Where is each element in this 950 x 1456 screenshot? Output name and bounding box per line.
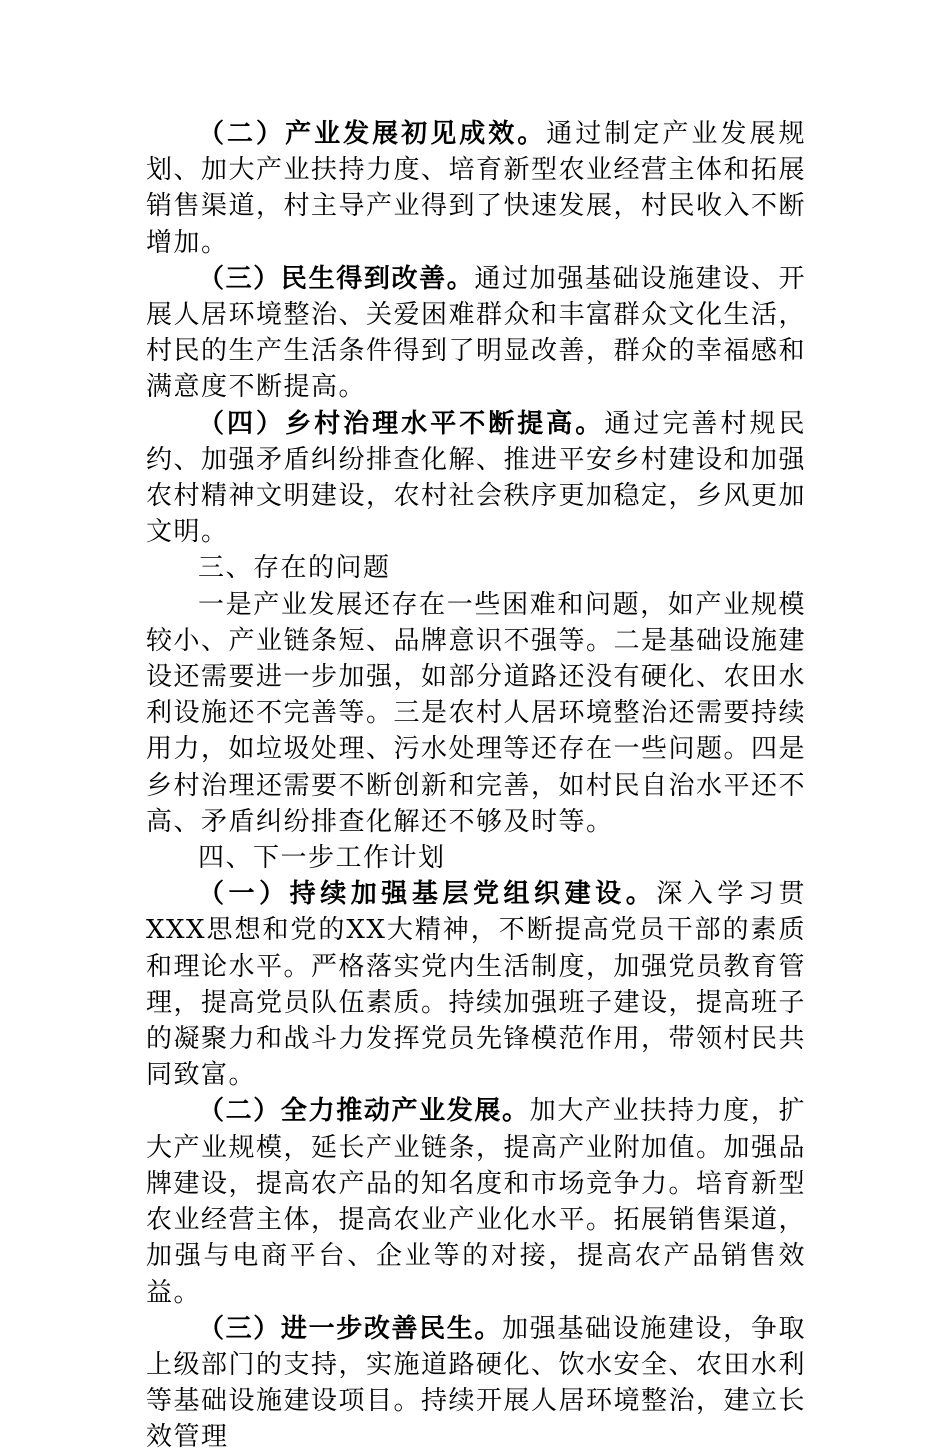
paragraph-problems: 一是产业发展还存在一些困难和问题，如产业规模较小、产业链条短、品牌意识不强等。二是基础设施建设还需要进一步加强，如部分道路还没有硬化、农田水利设施还不完善等。三是农村人居环境整治还需要持续用力，如垃圾处理、污水处理等还存在一些问题。四是乡村治理还需要不断创新和完善，如村民自治水平还不高、矛盾纠纷排查化解还不够及时等。 <box>146 589 807 837</box>
paragraph-body: 通过完善村规民约、加强矛盾纠纷排查化解、推进平安乡村建设和加强农村精神文明建设，农村社会秩序更加稳定，乡风更加文明。 <box>146 408 807 548</box>
paragraph-lead: （四）乡村治理水平不断提高。 <box>198 408 605 439</box>
paragraph-body: 加大产业扶持力度，扩大产业规模，延长产业链条，提高产业附加值。加强品牌建设，提高农产品的知名度和市场竞争力。培育新型农业经营主体，提高农业产业化水平。拓展销售渠道，加强与电商平台、企业等的对接，提高农产品销售效益。 <box>146 1096 807 1308</box>
paragraph-body: 通过加强基础设施建设、开展人居环境整治、关爱困难群众和丰富群众文化生活，村民的生产生活条件得到了明显改善，群众的幸福感和满意度不断提高。 <box>146 263 807 403</box>
document-page <box>146 116 806 1456</box>
paragraph-body: 通过制定产业发展规划、加大产业扶持力度、培育新型农业经营主体和拓展销售渠道，村主导产业得到了快速发展，村民收入不断增加。 <box>146 119 807 258</box>
paragraph-livelihood-plan <box>146 1311 806 1456</box>
section-heading-plan: 四、下一步工作计划 <box>198 843 446 874</box>
paragraph-lead: （一）持续加强基层党组织建设。 <box>198 879 657 910</box>
paragraph-lead: （三）进一步改善民生。 <box>198 1313 503 1344</box>
section-heading-problems: 三、存在的问题 <box>198 553 391 584</box>
paragraph-industry-results <box>146 116 806 261</box>
paragraph-party-building <box>146 876 806 1093</box>
paragraph-lead: （二）产业发展初见成效。 <box>198 119 547 149</box>
paragraph-body: 深入学习贯XXX思想和党的XX大精神，不断提高党员干部的素质和理论水平。严格落实党内生活制度，加强党员教育管理，提高党员队伍素质。持续加强班子建设，提高班子的凝聚力和战斗力发挥党员先锋模范作用，带领村民共同致富。 <box>146 879 807 1091</box>
paragraph-industry-plan <box>146 1093 806 1310</box>
paragraph-governance <box>146 406 806 551</box>
paragraph-body: 加强基础设施建设，争取上级部门的支持，实施道路硬化、饮水安全、农田水利等基础设施建设项目。持续开展人居环境整治，建立长效管理 <box>146 1313 807 1453</box>
paragraph-lead: （二）全力推动产业发展。 <box>198 1096 530 1127</box>
paragraph-lead: （三）民生得到改善。 <box>198 263 475 294</box>
paragraph-livelihood <box>146 261 806 406</box>
